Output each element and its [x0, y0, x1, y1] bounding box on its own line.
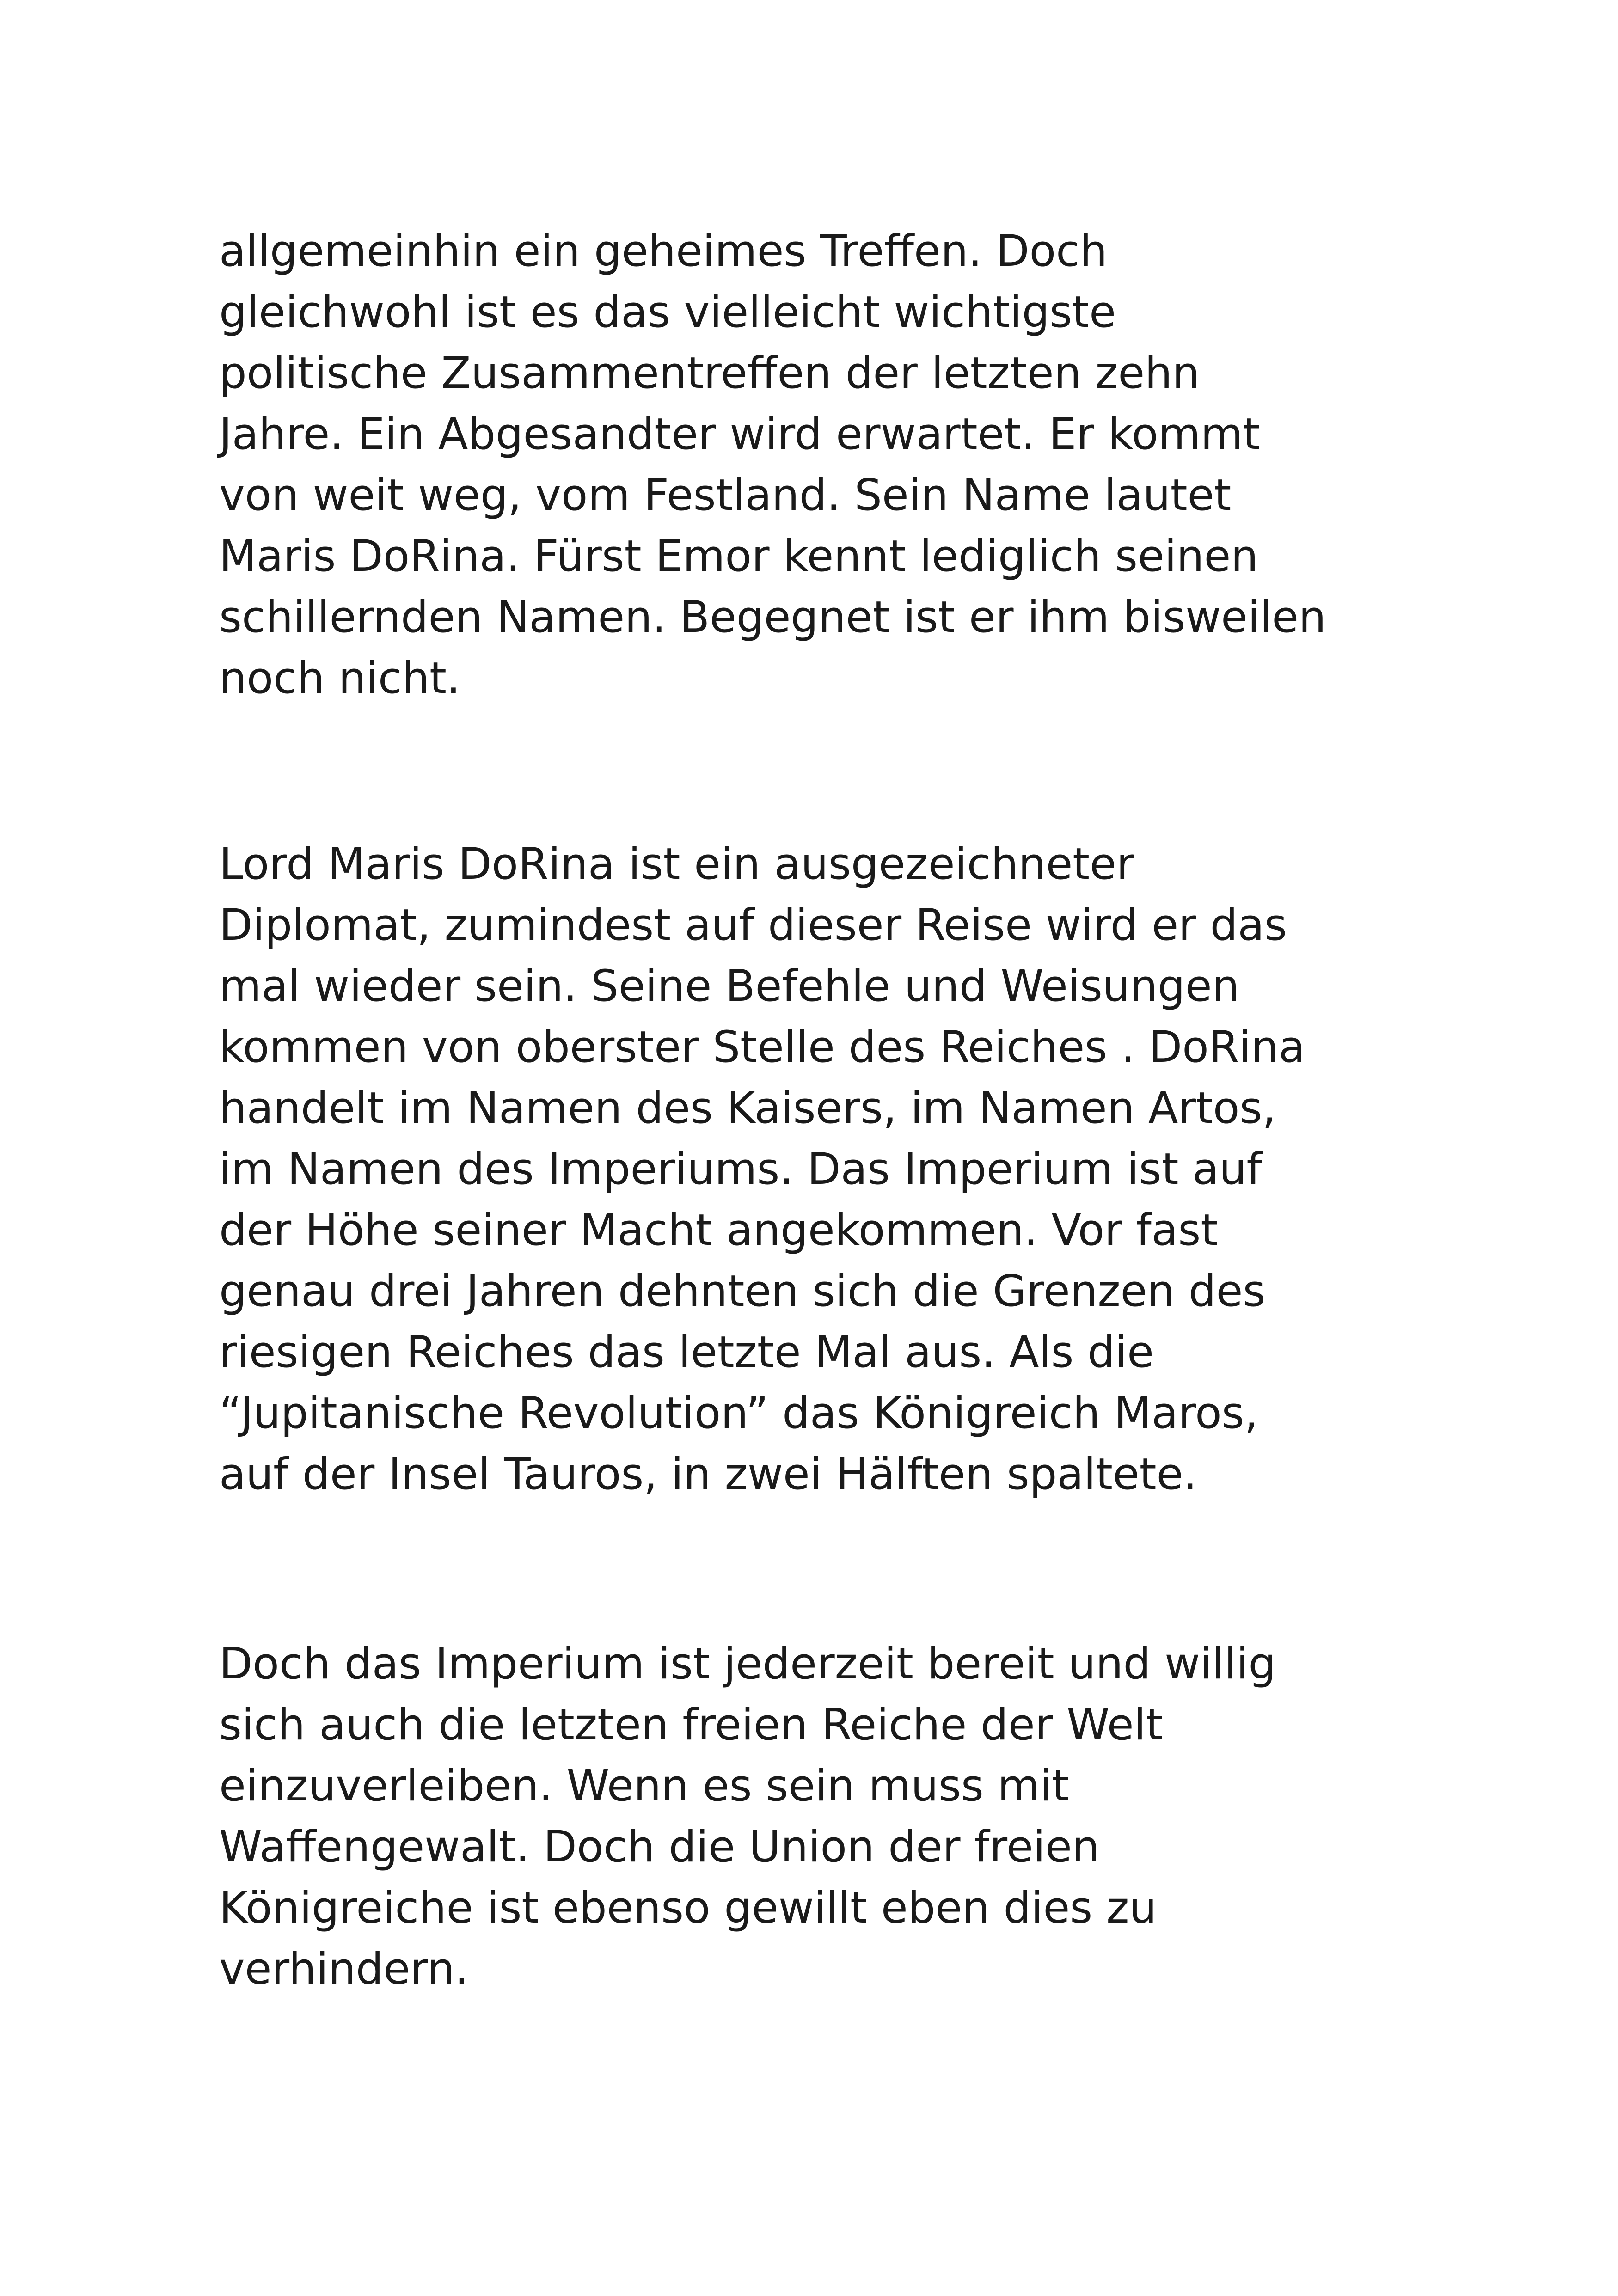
text-line: auf der Insel Tauros, in zwei Hälften spaltete.: [219, 1449, 1197, 1500]
text-line: Diplomat, zumindest auf dieser Reise wird er das: [219, 900, 1287, 950]
text-line: Jahre. Ein Abgesandter wird erwartet. Er kommt: [219, 409, 1260, 459]
text-line: der Höhe seiner Macht angekommen. Vor fast: [219, 1205, 1218, 1255]
text-line: politische Zusammentreffen der letzten zehn: [219, 348, 1200, 398]
paragraph-3: [219, 1634, 1421, 2000]
text-line: Maris DoRina. Fürst Emor kennt lediglich seinen: [219, 531, 1258, 582]
text-line: noch nicht.: [219, 653, 460, 704]
text-line: im Namen des Imperiums. Das Imperium ist auf: [219, 1144, 1262, 1194]
text-line: von weit weg, vom Festland. Sein Name lautet: [219, 470, 1232, 520]
text-line: gleichwohl ist es das vielleicht wichtigste: [219, 287, 1116, 337]
text-line: riesigen Reiches das letzte Mal aus. Als die: [219, 1327, 1154, 1378]
paragraph-2: [219, 834, 1421, 1505]
text-line: genau drei Jahren dehnten sich die Grenzen des: [219, 1266, 1266, 1316]
text-line: Doch das Imperium ist jederzeit bereit und willig: [219, 1639, 1276, 1689]
text-line: schillernden Namen. Begegnet ist er ihm bisweilen: [219, 592, 1326, 643]
text-line: Königreiche ist ebenso gewillt eben dies zu: [219, 1883, 1157, 1933]
text-line: Lord Maris DoRina ist ein ausgezeichneter: [219, 839, 1134, 889]
text-line: mal wieder sein. Seine Befehle und Weisungen: [219, 961, 1240, 1011]
text-line: Waffengewalt. Doch die Union der freien: [219, 1822, 1100, 1872]
paragraph-1: [219, 221, 1421, 709]
text-line: “Jupitanische Revolution” das Königreich Maros,: [219, 1388, 1258, 1439]
text-line: einzuverleiben. Wenn es sein muss mit: [219, 1761, 1069, 1811]
text-line: kommen von oberster Stelle des Reiches . DoRina: [219, 1022, 1305, 1072]
text-line: handelt im Namen des Kaisers, im Namen Artos,: [219, 1083, 1276, 1133]
text-line: allgemeinhin ein geheimes Treffen. Doch: [219, 226, 1108, 276]
text-line: sich auch die letzten freien Reiche der Welt: [219, 1700, 1163, 1750]
text-line: verhindern.: [219, 1944, 469, 1994]
